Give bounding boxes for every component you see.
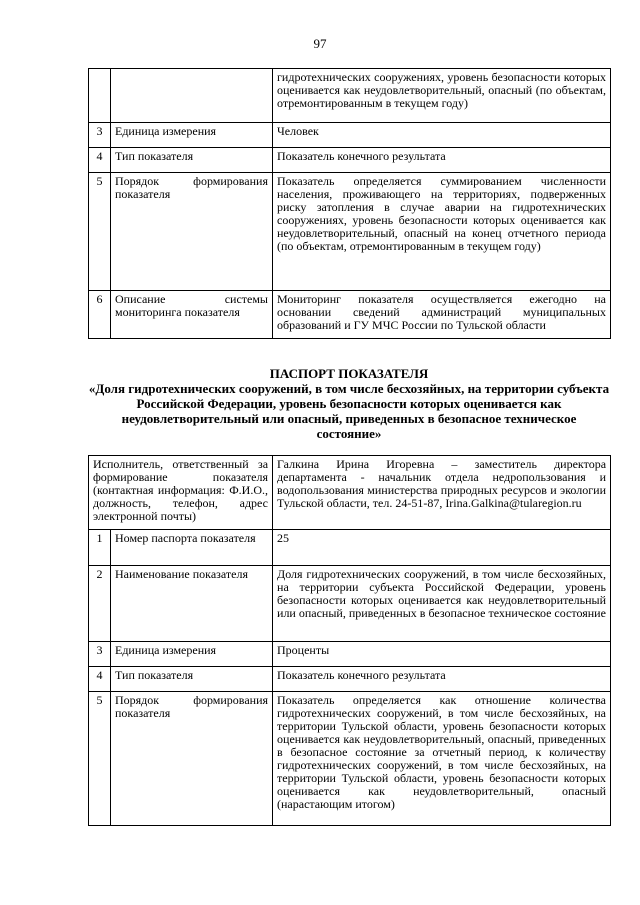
row-number: 2 <box>89 566 111 642</box>
row-number: 3 <box>89 123 111 148</box>
row-number: 4 <box>89 667 111 692</box>
table-row <box>89 642 611 667</box>
row-number: 5 <box>89 173 111 291</box>
row-label: Наименование показателя <box>111 566 273 642</box>
row-label: Номер паспорта показателя <box>111 530 273 566</box>
table-row <box>89 692 611 826</box>
row-value: Показатель определяется суммированием численности населения, проживающего на территориях, подверженных риску затопления в случае аварии на гидротехнических сооружениях, уровень безопасности которых оценивается как неудовлетворительный, опасный на конец отчетного периода (по объектам, отремонтированным в текущем году) <box>273 173 611 291</box>
row-label: Тип показателя <box>111 667 273 692</box>
table-row <box>89 173 611 291</box>
passport-title: ПАСПОРТ ПОКАЗАТЕЛЯ <box>269 366 429 381</box>
row-label: Единица измерения <box>111 123 273 148</box>
passport-table <box>88 455 611 826</box>
executor-label: Исполнитель, ответственный за формирование показателя (контактная информация: Ф.И.О., должность, телефон, адрес электронной почты) <box>89 456 273 530</box>
row-value: 25 <box>273 530 611 566</box>
page-number: 97 <box>313 36 327 51</box>
row-value: Доля гидротехнических сооружений, в том числе бесхозяйных, на территории субъекта Российской Федерации, уровень безопасности которых оценивается как неудовлетворительный или опасный, приведенных в безопасное техническое состояние <box>273 566 611 642</box>
row-value: Человек <box>273 123 611 148</box>
row-label <box>111 69 273 123</box>
indicator-table-continued <box>88 68 611 339</box>
row-value: Показатель определяется как отношение количества гидротехнических сооружений, в том числе бесхозяйных, на территории Тульской области, уровень безопасности которых оценивается как неудовлетворительный, опасный, приведенных в безопасное состояние за отчетный период, к количеству гидротехнических сооружений, в том числе бесхозяйных, на территории Тульской области, уровень безопасности которых оценивается как неудовлетворительный, опасный (нарастающим итогом) <box>273 692 611 826</box>
row-label: Описание системы мониторинга показателя <box>111 291 273 339</box>
row-value: Показатель конечного результата <box>273 148 611 173</box>
row-number: 5 <box>89 692 111 826</box>
row-number: 1 <box>89 530 111 566</box>
table-row <box>89 456 611 530</box>
table-row <box>89 566 611 642</box>
row-label: Единица измерения <box>111 642 273 667</box>
row-value: Проценты <box>273 642 611 667</box>
row-label: Тип показателя <box>111 148 273 173</box>
passport-heading <box>88 366 610 441</box>
table-row <box>89 291 611 339</box>
row-number: 3 <box>89 642 111 667</box>
table-row <box>89 667 611 692</box>
table-row <box>89 148 611 173</box>
row-value: гидротехнических сооружениях, уровень безопасности которых оценивается как неудовлетворительный, опасный (по объектам, отремонтированным в текущем году) <box>273 69 611 123</box>
row-label: Порядок формирования показателя <box>111 692 273 826</box>
row-number: 6 <box>89 291 111 339</box>
table-row <box>89 69 611 123</box>
table-row <box>89 123 611 148</box>
table-row <box>89 530 611 566</box>
row-label: Порядок формирования показателя <box>111 173 273 291</box>
row-number: 4 <box>89 148 111 173</box>
row-value: Мониторинг показателя осуществляется ежегодно на основании сведений администраций муниципальных образований и ГУ МЧС России по Тульской области <box>273 291 611 339</box>
passport-subtitle: «Доля гидротехнических сооружений, в том числе бесхозяйных, на территории субъекта Российской Федерации, уровень безопасности которых оценивается как неудовлетворительный или опасный, приведенных в безопасное техническое состояние» <box>88 381 610 441</box>
row-value: Показатель конечного результата <box>273 667 611 692</box>
row-number <box>89 69 111 123</box>
executor-value: Галкина Ирина Игоревна – заместитель директора департамента - начальник отдела недропользования и водопользования министерства природных ресурсов и экологии Тульской области, тел. 24-51-87, Irina.Galkina@tularegion.ru <box>273 456 611 530</box>
